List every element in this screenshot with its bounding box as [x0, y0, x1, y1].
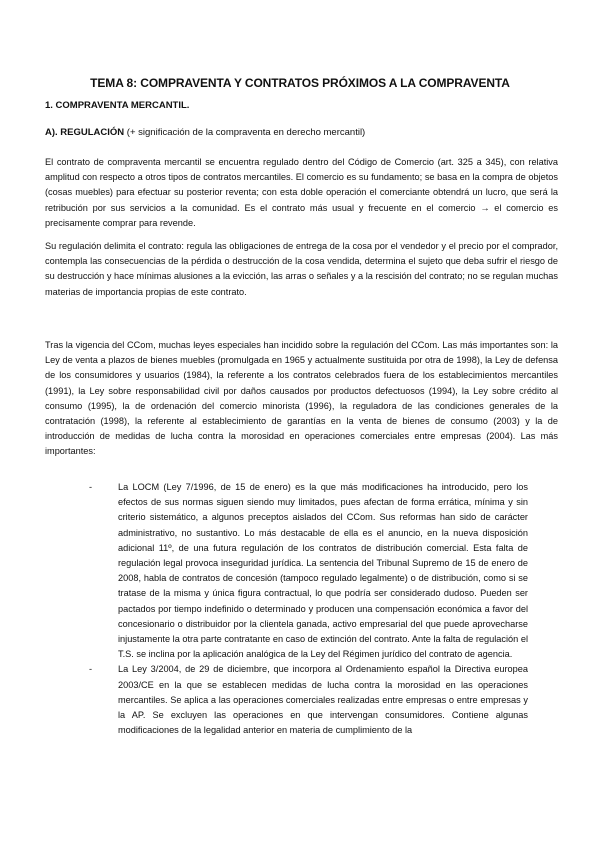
list-dash: -	[89, 664, 93, 675]
list-item-text: La Ley 3/2004, de 29 de diciembre, que incorpora al Ordenamiento español la Directiva europea 2003/CE en la que se establecen medidas de lucha contra la morosidad en las operaciones mercantiles. Se aplica a las operaciones comerciales realizadas entre empresas o entre empresas y la AP. Se excluyen las operaciones en que intervengan consumidores. Contiene algunas modificaciones de la legalidad anterior en materia de cumplimiento de la	[118, 664, 528, 736]
document-title: TEMA 8: COMPRAVENTA Y CONTRATOS PRÓXIMOS A LA COMPRAVENTA	[90, 76, 510, 90]
paragraph: El contrato de compraventa mercantil se encuentra regulado dentro del Código de Comercio (art. 325 a 345), con relativa amplitud con respecto a otros tipos de contratos mercantiles. El comercio es su fundamento; se basa en la compra de objetos (cosas muebles) para efectuar su posterior reventa; con esta doble operación el comerciante obtendrá un lucro, que será la retribución por sus servicios a la comunidad. Es el contrato más usual y frecuente en el comercio → el comercio es precisamente comprar para revende.	[45, 157, 558, 228]
paragraph: Tras la vigencia del CCom, muchas leyes especiales han incidido sobre la regulación del CCom. Las más importantes son: la Ley de venta a plazos de bienes muebles (promulgada en 1965 y actualmente sustituida por otra de 1998), la Ley de defensa de los consumidores y usuarios (1984), la referente a los contratos celebrados fuera de los establecimientos mercantiles (1991), la Ley sobre responsabilidad civil por daños causados por productos defectuosos (1994), la Ley sobre crédito al consumo (1995), la de ordenación del comercio minorista (1996), la reguladora de las condiciones generales de la contratación (1998), la referente al establecimiento de garantías en la venta de bienes de consumo (2003) y la de introducción de medidas de lucha contra la morosidad en operaciones comerciales entre empresas (2004). Las más importantes:	[45, 340, 558, 457]
subsection-label: A). REGULACIÓN	[45, 127, 125, 138]
subsection-heading	[45, 127, 365, 138]
section-heading: 1. COMPRAVENTA MERCANTIL.	[45, 100, 190, 111]
paragraph: Su regulación delimita el contrato: regula las obligaciones de entrega de la cosa por el vendedor y el precio por el comprador, contempla las consecuencias de la pérdida o destrucción de la cosa vendida, determina el sujeto que deba sufrir el riesgo de su destrucción y hace mínimas alusiones a la evicción, las arras o señales y a la rescisión del contrato; no se regulan muchas materias de importancia propias de este contrato.	[45, 241, 558, 297]
list-dash: -	[89, 482, 93, 492]
list-item	[0, 662, 600, 738]
bullet-list	[0, 480, 600, 738]
subsection-note: (+ significación de la compraventa en derecho mercantil)	[124, 127, 366, 138]
list-item	[0, 480, 600, 662]
list-item-text: La LOCM (Ley 7/1996, de 15 de enero) es la que más modificaciones ha introducido, pero los efectos de sus normas siguen siendo muy limitados, pues afectan de forma errática, mínima y sin criterio sistemático, a algunos preceptos aislados del CCom. Sus reformas han sido de carácter administrativo, no sustantivo. Lo más destacable de ella es el anuncio, en la nueva disposición adicional 11º, de una futura regulación de los contratos de distribución comercial. Esta falta de regulación legal provoca inseguridad jurídica. La sentencia del Tribunal Supremo de 15 de enero de 2008, habla de contratos de concesión (tampoco regulado legalmente) o de distribución, como si se tratase de la misma y única figura contractual, lo que podría ser considerado dudoso. Pueden ser pactados por tiempo indefinido o determinado y producen una compensación económica a favor del concesionario o distribuidor por la clientela ganada, activo empresarial del que puede aprovecharse injustamente la otra parte contratante en caso de extinción del contrato. Ante la falta de regulación el T.S. se inclina por la aplicación analógica de la Ley del Régimen jurídico del contrato de agencia.	[118, 482, 528, 660]
